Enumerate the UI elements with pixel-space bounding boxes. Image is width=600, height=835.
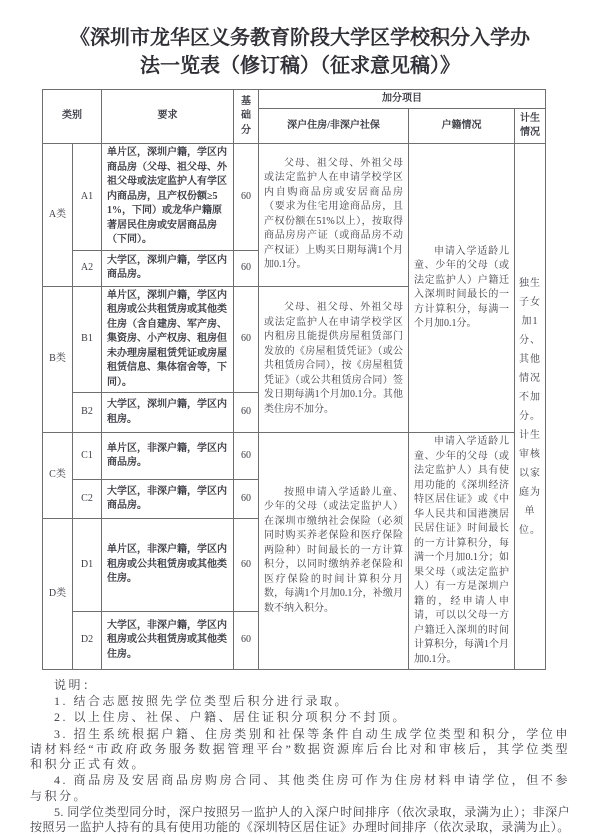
header-housing: 深户住房/非深户社保 <box>259 109 409 144</box>
category-cell-c: C类 <box>43 433 73 519</box>
base-score-cell-a1: 60 <box>234 144 259 251</box>
code-cell-b2: B2 <box>73 393 102 433</box>
header-bonus-group: 加分项目 <box>259 90 546 109</box>
requirement-cell-c2: 大学区，非深户籍，学区内商品房。 <box>102 480 234 519</box>
base-score-cell-c1: 60 <box>234 433 259 480</box>
hukou-cell-cd: 申请入学适龄儿童、少年的父母（或法定监护人）具有使用功能的《深圳经济特区居住证》或《中华人民共和国港澳居民居住证》时间最长的一方计算积分，每满一个月加0.1分；如果父母（或法定监护人）有一方是深圳户籍的，经申请人申请，可以以父母一方户籍迁入深圳的时间计算积分，每满1个月加0.1分。 <box>409 433 515 670</box>
document-title-line2: 法一览表（修订稿）（征求意见稿）》 <box>140 55 460 77</box>
base-score-cell-a2: 60 <box>234 250 259 286</box>
header-requirement: 要求 <box>102 90 234 144</box>
table-row-c1 <box>43 433 546 480</box>
base-score-cell-d2: 60 <box>234 612 259 670</box>
requirement-cell-b2: 大学区，深圳户籍，学区内租房。 <box>102 393 234 433</box>
base-score-cell-d1: 60 <box>234 519 259 612</box>
category-cell-b: B类 <box>43 286 73 433</box>
requirement-cell-a1: 单片区，深圳户籍，学区内商品房（父母、祖父母、外祖父母或法定监护人有学区内商品房，且产权份额≥51%，下同）或龙华户籍原著居民住房或安居商品房（下同）。 <box>102 144 234 251</box>
admission-points-table <box>42 89 546 670</box>
note-item-2: 2. 以上住房、社保、户籍、居住证积分项积分不封顶。 <box>54 710 408 725</box>
header-family-planning: 计生情况 <box>515 109 546 144</box>
table-row-a1 <box>43 144 546 251</box>
code-cell-a2: A2 <box>73 250 102 286</box>
category-cell-d: D类 <box>43 519 73 670</box>
category-cell-a: A类 <box>43 144 73 287</box>
header-row-1 <box>43 90 546 109</box>
hukou-cell-ab: 申请入学适龄儿童、少年的父母（或法定监护人）户籍迁入深圳时间最长的一方计算积分，每满一个月加0.1分。 <box>409 144 515 433</box>
notes-section <box>0 670 600 835</box>
base-score-cell-b1: 60 <box>234 286 259 393</box>
requirement-cell-d2: 大学区，非深户籍，学区内租房或公共租赁房或其他类住房。 <box>102 612 234 670</box>
requirement-cell-d1: 单片区，非深户籍，学区内租房或公共租赁房或其他类住房。 <box>102 519 234 612</box>
notes-label: 说明： <box>54 678 98 692</box>
code-cell-d1: D1 <box>73 519 102 612</box>
code-cell-b1: B1 <box>73 286 102 393</box>
requirement-cell-c1: 单片区，非深户籍，学区内商品房。 <box>102 433 234 480</box>
note-item-1: 1. 结合志愿按照先学位类型后积分进行录取。 <box>54 694 350 709</box>
code-cell-a1: A1 <box>73 144 102 251</box>
code-cell-c2: C2 <box>73 480 102 519</box>
document-title-line1: 《深圳市龙华区义务教育阶段大学区学校积分入学办 <box>70 27 530 49</box>
base-score-cell-b2: 60 <box>234 393 259 433</box>
bonus-housing-cell-a: 父母、祖父母、外祖父母或法定监护人在申请学校学区内自购商品房或安居商品房（要求为住宅用途商品房，且产权份额在51%以上），按取得商品房房产证（或商品房不动产权证）上购买日期每满1个月加0.1分。 <box>259 144 409 287</box>
header-base-score: 基础分 <box>234 90 259 144</box>
code-cell-d2: D2 <box>73 612 102 670</box>
note-item-5: 5. 同学位类型同分时，深户按照另一监护人的入深户时间排序（依次录取，录满为止）；非深户按照另一监护人持有的具有使用功能的《深圳特区居住证》办理时间排序（依次录取，录满为止）。 <box>30 804 570 835</box>
bonus-housing-cell-cd: 按照申请入学适龄儿童、少年的父母（或法定监护人）在深圳市缴纳社会保险（必须同时购买养老保险和医疗保险两险种）时间最长的一方计算积分，以同时缴纳养老保险和医疗保险的时间计算积分月数，每满1个月加0.1分，补缴月数不纳入积分。 <box>259 433 409 670</box>
header-hukou: 户籍情况 <box>409 109 515 144</box>
base-score-cell-c2: 60 <box>234 480 259 519</box>
requirement-cell-a2: 大学区，深圳户籍，学区内商品房。 <box>102 250 234 286</box>
family-planning-cell: 独生子女加1分、其他情况不加分。计生审核以家庭为单位。 <box>515 144 546 670</box>
note-item-3: 3. 招生系统根据户籍、住房类别和社保等条件自动生成学位类型和积分，学位申请材料经“市政府政务服务数据管理平台”数据资源库后台比对和审核后，其学位类型和积分正式有效。 <box>30 726 570 772</box>
note-item-4: 4. 商品房及安居商品房购房合同、其他类住房可作为住房材料申请学位，但不参与积分。 <box>30 773 570 803</box>
header-category: 类别 <box>43 90 102 144</box>
requirement-cell-b1: 单片区，深圳户籍，学区内租房或公共租赁房或其他类住房（含自建房、军产房、集资房、小产权房、租房但未办理房屋租赁凭证或房屋租赁信息、集体宿舍等，下同）。 <box>102 286 234 393</box>
bonus-housing-cell-b: 父母、祖父母、外祖父母或法定监护人在申请学校学区内租房且能提供房屋租赁部门发放的《房屋租赁凭证》（或公共租赁房合同），按《房屋租赁凭证》（或公共租赁房合同）签发日期每满1个月加0.1分。其他类住房不加分。 <box>259 286 409 433</box>
document-title <box>0 0 600 80</box>
code-cell-c1: C1 <box>73 433 102 480</box>
